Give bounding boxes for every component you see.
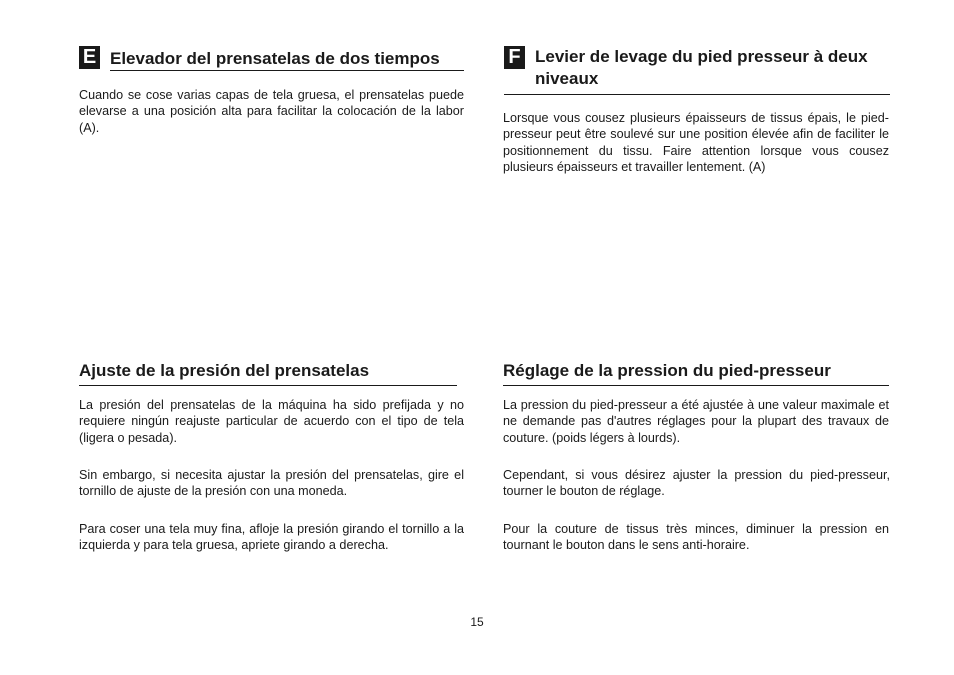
section-e-title: Elevador del prensatelas de dos tiempos [110, 49, 440, 68]
pressure-es-rule [79, 385, 457, 386]
page-number: 15 [470, 615, 484, 629]
section-f-heading [504, 46, 890, 90]
section-f-rule [504, 94, 890, 95]
left-column [79, 46, 465, 71]
pressure-es-title: Ajuste de la presión del prensatelas [79, 361, 370, 380]
pressure-es-heading [79, 360, 457, 386]
section-e-rule [110, 70, 464, 71]
pressure-fr-paragraph-2: Cependant, si vous désirez ajuster la pression du pied-presseur, tourner le bouton de réglage. [503, 468, 890, 499]
pressure-fr-paragraph-3: Pour la couture de tissus très minces, diminuer la pression en tournant le bouton dans le sens anti-horaire. [503, 522, 889, 553]
section-f-title: Levier de levage du pied presseur à deux niveaux [535, 47, 868, 88]
pressure-fr-rule [503, 385, 889, 386]
pressure-es-paragraph-2: Sin embargo, si necesita ajustar la presión del prensatelas, gire el tornillo de ajuste de la presión con una moneda. [79, 468, 464, 499]
pressure-es-paragraph-3: Para coser una tela muy fina, afloje la presión girando el tornillo a la izquierda y para tela gruesa, apriete girando a derecha. [79, 522, 464, 553]
section-letter-badge-e: E [79, 46, 100, 69]
section-f-paragraph-1: Lorsque vous cousez plusieurs épaisseurs de tissus épais, le pied-presseur peut être soulevé sur une position élevée afin de faciliter le positionnement du tissu. Faire attention lorsque vous cousez plusieurs épaisseurs et travailler lentement. (A) [503, 111, 889, 175]
pressure-fr-heading [503, 360, 889, 386]
section-letter-badge-f: F [504, 46, 525, 69]
pressure-fr-title: Réglage de la pression du pied-presseur [503, 361, 831, 380]
section-e-heading [79, 46, 465, 70]
section-e-paragraph-1: Cuando se cose varias capas de tela gruesa, el prensatelas puede elevarse a una posición alta para facilitar la colocación de la labor (A). [79, 88, 464, 135]
right-column [504, 46, 890, 95]
pressure-fr-paragraph-1: La pression du pied-presseur a été ajustée à une valeur maximale et ne demande pas d'autres réglages pour la plupart des travaux de couture. (poids légers à lourds). [503, 398, 889, 445]
pressure-es-paragraph-1: La presión del prensatelas de la máquina ha sido prefijada y no requiere ningún reajuste particular de acuerdo con el tipo de tela (ligera o pesada). [79, 398, 464, 445]
